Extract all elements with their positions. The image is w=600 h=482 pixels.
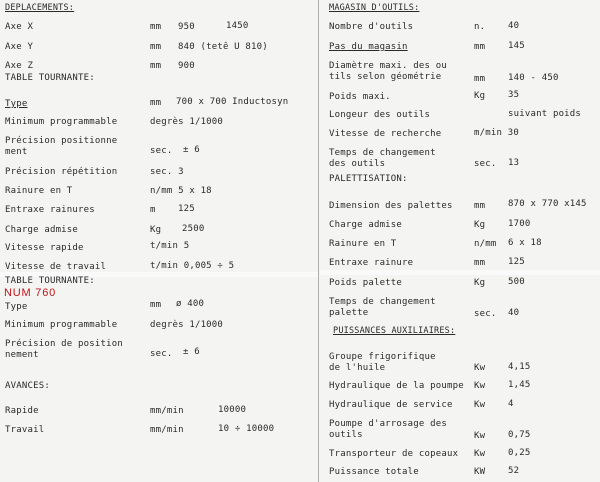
magasin-header: MAGASIN D'OUTILS: <box>329 3 420 13</box>
table2-precpos-value: ± 6 <box>183 347 200 357</box>
magasin-vitesse-label: Vitesse de recherche <box>329 129 442 139</box>
axe-x-label: Axe X <box>5 22 34 32</box>
table2-precpos-unit: sec. <box>150 349 173 359</box>
palette-temps-label-1: Temps de changement <box>329 297 436 307</box>
puissance-arrosage-label-1: Poumpe d'arrosage des <box>329 419 447 429</box>
magasin-pas-value: 145 <box>508 41 525 51</box>
puissance-transporteur-value: 0,25 <box>508 448 531 458</box>
palette-rainure-unit: n/mm <box>474 239 497 249</box>
table2-minprog-label: Minimum programmable <box>5 320 118 330</box>
magasin-vitesse-unit: m/min 30 <box>474 128 519 138</box>
puissance-arrosage-label-2: outils <box>329 430 363 440</box>
table1-rainure-label: Rainure en T <box>5 186 73 196</box>
axe-y-label: Axe Y <box>5 42 34 52</box>
avances-rapide-label: Rapide <box>5 406 39 416</box>
puissance-hydrpoumpe-unit: Kw <box>474 381 486 391</box>
table1-precrep-label: Précision répétition <box>5 167 118 177</box>
puissances-header: PUISSANCES AUXILIAIRES: <box>333 326 456 336</box>
puissance-groupe-label-1: Groupe frigorifique <box>329 352 436 362</box>
palette-dimension-label: Dimension des palettes <box>329 201 453 211</box>
table1-precpos-unit: sec. <box>150 146 173 156</box>
table2-type-unit: mm <box>150 300 162 310</box>
puissance-hydrpoumpe-value: 1,45 <box>508 380 531 390</box>
puissance-groupe-label-2: de l'huile <box>329 363 386 373</box>
palette-charge-unit: Kg <box>474 220 486 230</box>
column-divider <box>318 0 319 482</box>
magasin-longeur-value: suivant poids <box>508 109 582 119</box>
magasin-poids-value: 35 <box>508 90 520 100</box>
palette-entraxe-value: 125 <box>508 257 525 267</box>
magasin-diametre-label-2: tils selon géométrie <box>329 72 442 82</box>
avances-travail-label: Travail <box>5 425 45 435</box>
palette-rainure-value: 6 x 18 <box>508 238 542 248</box>
avances-travail-unit: mm/min <box>150 425 184 435</box>
magasin-poids-unit: Kg <box>474 91 486 101</box>
palette-poids-value: 500 <box>508 277 525 287</box>
puissance-transporteur-unit: Kw <box>474 449 486 459</box>
palette-charge-label: Charge admise <box>329 220 403 230</box>
table2-brand: NUM 760 <box>4 287 57 299</box>
magasin-longeur-label: Longeur des outils <box>329 110 431 120</box>
magasin-temps-label-2: des outils <box>329 159 386 169</box>
palette-entraxe-label: Entraxe rainure <box>329 258 414 268</box>
table1-entraxe-unit: m <box>150 205 156 215</box>
table1-charge-value: 2500 <box>182 224 205 234</box>
palette-poids-unit: Kg <box>474 278 486 288</box>
magasin-nombre-label: Nombre d'outils <box>329 22 414 32</box>
puissance-totale-unit: KW <box>474 467 486 477</box>
magasin-temps-unit: sec. <box>474 159 497 169</box>
axe-y-unit: mm <box>150 42 162 52</box>
table2-precpos-label-2: nement <box>5 350 39 360</box>
puissance-groupe-value: 4,15 <box>508 362 531 372</box>
palette-temps-label-2: palette <box>329 308 369 318</box>
palettisation-header: PALETTISATION: <box>329 174 408 184</box>
table1-minprog-label: Minimum programmable <box>5 117 118 127</box>
puissance-totale-value: 52 <box>508 466 520 476</box>
puissance-hydrservice-unit: Kw <box>474 400 486 410</box>
avances-rapide-value: 10000 <box>218 405 247 415</box>
table1-vitrapide-label: Vitesse rapide <box>5 243 84 253</box>
puissance-hydrpoumpe-label: Hydraulique de la poumpe <box>329 381 464 391</box>
table1-minprog-unit: degrès 1/1000 <box>150 117 224 127</box>
table1-precpos-value: ± 6 <box>183 145 200 155</box>
table1-vitrapide-unit: t/min 5 <box>150 241 190 251</box>
table1-type-unit: mm <box>150 98 162 108</box>
puissance-hydrservice-label: Hydraulique de service <box>329 400 453 410</box>
table2-minprog-unit: degrès 1/1000 <box>150 320 224 330</box>
magasin-pas-unit: mm <box>474 42 486 52</box>
table1-entraxe-value: 125 <box>178 204 195 214</box>
axe-x-value: 950 <box>178 22 195 32</box>
table2-type-label: Type <box>5 302 28 312</box>
table1-precpos-label-2: ment <box>5 147 28 157</box>
magasin-temps-value: 13 <box>508 158 520 168</box>
table1-precpos-label-1: Précision positionne <box>5 136 118 146</box>
magasin-nombre-value: 40 <box>508 21 520 31</box>
magasin-diametre-unit: mm <box>474 74 486 84</box>
avances-rapide-unit: mm/min <box>150 406 184 416</box>
table2-header: TABLE TOURNANTE: <box>5 276 95 286</box>
palette-temps-value: 40 <box>508 308 520 318</box>
avances-header: AVANCES: <box>5 381 50 391</box>
puissance-transporteur-label: Transporteur de copeaux <box>329 449 459 459</box>
avances-travail-value: 10 ÷ 10000 <box>218 424 275 434</box>
table2-type-value: ø 400 <box>176 299 205 309</box>
palette-rainure-label: Rainure en T <box>329 239 397 249</box>
axe-x-value2: 1450 <box>226 21 249 31</box>
table2-precpos-label-1: Précision de position <box>5 339 123 349</box>
magasin-temps-label-1: Temps de changement <box>329 148 436 158</box>
table1-type-value: 700 x 700 Inductosyn <box>176 97 289 107</box>
axe-x-unit: mm <box>150 22 162 32</box>
puissance-groupe-unit: Kw <box>474 363 486 373</box>
table1-charge-label: Charge admise <box>5 225 79 235</box>
puissance-arrosage-unit: Kw <box>474 431 486 441</box>
table1-type-label: Type <box>5 99 28 109</box>
axe-z-unit: mm <box>150 61 162 71</box>
table1-header: TABLE TOURNANTE: <box>5 73 95 83</box>
puissance-arrosage-value: 0,75 <box>508 430 531 440</box>
table1-precrep-unit: sec. 3 <box>150 167 184 177</box>
palette-temps-unit: sec. <box>474 309 497 319</box>
magasin-pas-label: Pas du magasin <box>329 42 408 52</box>
table1-entraxe-label: Entraxe rainures <box>5 205 95 215</box>
paper-seam-right <box>320 270 600 275</box>
magasin-nombre-unit: n. <box>474 22 486 32</box>
axe-z-label: Axe Z <box>5 61 34 71</box>
palette-poids-label: Poids palette <box>329 278 403 288</box>
axe-y-value: 840 (tetê U 810) <box>178 42 268 52</box>
axe-z-value: 900 <box>178 61 195 71</box>
puissance-totale-label: Puissance totale <box>329 467 419 477</box>
palette-entraxe-unit: mm <box>474 258 486 268</box>
magasin-diametre-value: 140 - 450 <box>508 73 559 83</box>
table1-vittravail-label: Vitesse de travail <box>5 262 107 272</box>
magasin-poids-label: Poids maxi. <box>329 92 391 102</box>
table1-vittravail-unit: t/min 0,005 ÷ 5 <box>150 261 235 271</box>
deplacements-header: DEPLACEMENTS: <box>5 3 75 13</box>
table1-charge-unit: Kg <box>150 225 162 235</box>
table1-rainure-unit: n/mm 5 x 18 <box>150 186 212 196</box>
magasin-diametre-label-1: Diamètre maxi. des ou <box>329 61 447 71</box>
puissance-hydrservice-value: 4 <box>508 399 514 409</box>
palette-dimension-value: 870 x 770 x145 <box>508 199 587 209</box>
palette-charge-value: 1700 <box>508 219 531 229</box>
palette-dimension-unit: mm <box>474 201 486 211</box>
